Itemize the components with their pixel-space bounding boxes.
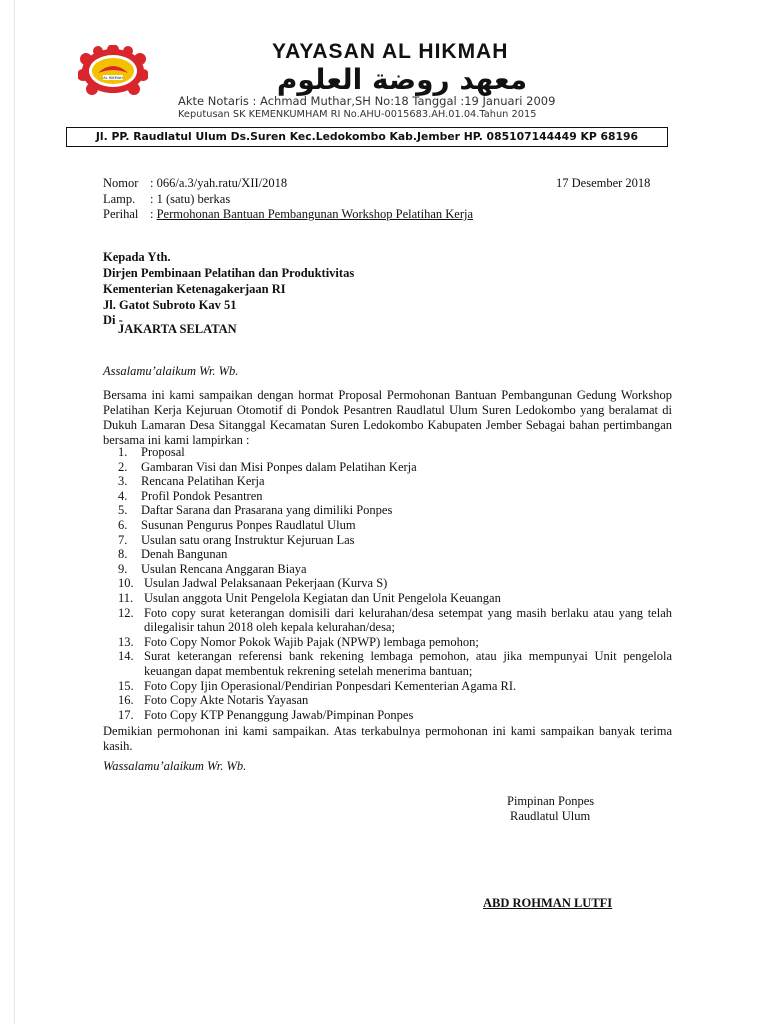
recipient-line-3: Kementerian Ketenagakerjaan RI: [103, 282, 286, 296]
list-item-text: Gambaran Visi dan Misi Ponpes dalam Pelatihan Kerja: [141, 459, 417, 474]
signature-title-1: Pimpinan Ponpes: [507, 794, 595, 808]
list-item-text: Surat keterangan referensi bank rekening lembaga pemohon, atau jika mempunyai Unit pengelola keuangan dapat membentuk rekrening setelah menerima bantuan;: [144, 649, 672, 678]
list-item: [103, 635, 672, 650]
perihal-label: Perihal: [103, 207, 139, 221]
list-item-number: 3.: [118, 474, 128, 489]
list-item-text: Foto copy surat keterangan domisili dari kelurahan/desa setempat yang masih berlaku atau yang telah dilegalisir tahun 2018 oleh kepala kelurahan/desa;: [144, 605, 672, 635]
address-box: Jl. PP. Raudlatul Ulum Ds.Suren Kec.Ledokombo Kab.Jember HP. 085107144449 KP 68196: [66, 127, 668, 147]
organization-name: YAYASAN AL HIKMAH: [272, 40, 509, 63]
attachment-list: [103, 445, 672, 722]
list-item: [103, 693, 672, 708]
list-item-number: 17.: [118, 707, 134, 722]
svg-text:AL HIKMAH: AL HIKMAH: [103, 76, 123, 80]
list-item-text: Denah Bangunan: [141, 547, 228, 562]
list-item-text: Daftar Sarana dan Prasarana yang dimiliki Ponpes: [141, 503, 393, 518]
letter-date: 17 Desember 2018: [556, 176, 651, 190]
recipient-line-5: Di -: [103, 313, 123, 327]
keputusan-sk: Keputusan SK KEMENKUMHAM RI No.AHU-0015683.AH.01.04.Tahun 2015: [178, 109, 537, 120]
list-item-number: 9.: [118, 561, 128, 576]
list-item: [103, 606, 672, 635]
lamp-label: Lamp.: [103, 192, 136, 206]
list-item-number: 5.: [118, 503, 128, 518]
recipient-city: JAKARTA SELATAN: [118, 322, 237, 336]
signature-title: [507, 794, 594, 824]
recipient-line-2: Dirjen Pembinaan Pelatihan dan Produktivitas: [103, 266, 355, 280]
list-item-text: Rencana Pelatihan Kerja: [141, 474, 265, 489]
farewell: Wassalamu’alaikum Wr. Wb.: [103, 759, 247, 773]
akte-notaris: Akte Notaris : Achmad Muthar,SH No:18 Tanggal :19 Januari 2009: [178, 94, 556, 108]
arabic-name: معهد روضة العلوم: [276, 63, 528, 96]
closing-paragraph: Demikian permohonan ini kami sampaikan. Atas terkabulnya permohonan ini kami sampaikan banyak terima kasih.: [103, 724, 672, 753]
list-item-number: 8.: [118, 547, 128, 562]
nomor-line: [103, 176, 287, 191]
recipient-line-4: Jl. Gatot Subroto Kav 51: [103, 298, 237, 312]
nomor-value: : 066/a.3/yah.ratu/XII/2018: [150, 176, 288, 190]
nomor-label: Nomor: [103, 176, 139, 190]
lamp-value: : 1 (satu) berkas: [150, 192, 231, 206]
list-item-number: 6.: [118, 517, 128, 532]
list-item: [103, 679, 672, 694]
list-item-number: 11.: [118, 590, 134, 605]
list-item: [103, 576, 672, 591]
perihal-line: [103, 207, 473, 222]
list-item-text: Usulan Rencana Anggaran Biaya: [141, 561, 307, 576]
list-item-text: Foto Copy Nomor Pokok Wajib Pajak (NPWP) lembaga pemohon;: [144, 634, 479, 649]
list-item-number: 4.: [118, 488, 128, 503]
list-item: [103, 533, 672, 548]
scan-edge-line: [14, 0, 15, 1024]
list-item-number: 15.: [118, 678, 134, 693]
list-item-text: Foto Copy Akte Notaris Yayasan: [144, 693, 309, 708]
list-item: [103, 460, 672, 475]
list-item-text: Foto Copy KTP Penanggung Jawab/Pimpinan Ponpes: [144, 707, 414, 722]
list-item: [103, 474, 672, 489]
recipient-line-1: Kepada Yth.: [103, 250, 171, 264]
list-item-text: Usulan satu orang Instruktur Kejuruan Las: [141, 532, 355, 547]
list-item-number: 12.: [118, 605, 134, 620]
list-item: [103, 562, 672, 577]
perihal-value: Permohonan Bantuan Pembangunan Workshop Pelatihan Kerja: [156, 207, 474, 221]
perihal-colon: :: [150, 207, 157, 221]
list-item-number: 7.: [118, 532, 128, 547]
list-item-text: Usulan anggota Unit Pengelola Kegiatan dan Unit Pengelola Keuangan: [144, 590, 501, 605]
list-item: [103, 503, 672, 518]
list-item: [103, 547, 672, 562]
list-item: [103, 649, 672, 678]
greeting: Assalamu’alaikum Wr. Wb.: [103, 364, 239, 378]
list-item-number: 2.: [118, 459, 128, 474]
list-item-number: 14.: [118, 649, 134, 664]
list-item-number: 16.: [118, 693, 134, 708]
list-item: [103, 591, 672, 606]
list-item-text: Profil Pondok Pesantren: [141, 488, 263, 503]
body-paragraph: Bersama ini kami sampaikan dengan hormat Proposal Permohonan Bantuan Pembangunan Gedung Workshop Pelatihan Kerja Kejuruan Otomotif di Pondok Pesantren Raudlatul Ulum Suren Ledokombo yang beralamat di Dukuh Lamaran Desa Sitanggal Kecamatan Suren Ledokombo Kabupaten Jember Sebagai bahan pertimbangan bersama ini kami lampirkan :: [103, 388, 672, 447]
signature-title-2: Raudlatul Ulum: [510, 809, 591, 823]
list-item: [103, 518, 672, 533]
lamp-line: [103, 192, 230, 207]
list-item: [103, 445, 672, 460]
list-item: [103, 708, 672, 723]
list-item-text: Foto Copy Ijin Operasional/Pendirian Ponpesdari Kementerian Agama RI.: [144, 678, 517, 693]
list-item: [103, 489, 672, 504]
list-item-number: 13.: [118, 634, 134, 649]
list-item-number: 10.: [118, 576, 134, 591]
yayasan-logo: [78, 45, 148, 97]
list-item-text: Proposal: [141, 445, 185, 459]
list-item-text: Susunan Pengurus Ponpes Raudlatul Ulum: [141, 517, 356, 532]
list-item-number: 1.: [118, 445, 128, 459]
signatory-name: ABD ROHMAN LUTFI: [483, 896, 613, 910]
list-item-text: Usulan Jadwal Pelaksanaan Pekerjaan (Kurva S): [144, 576, 388, 591]
